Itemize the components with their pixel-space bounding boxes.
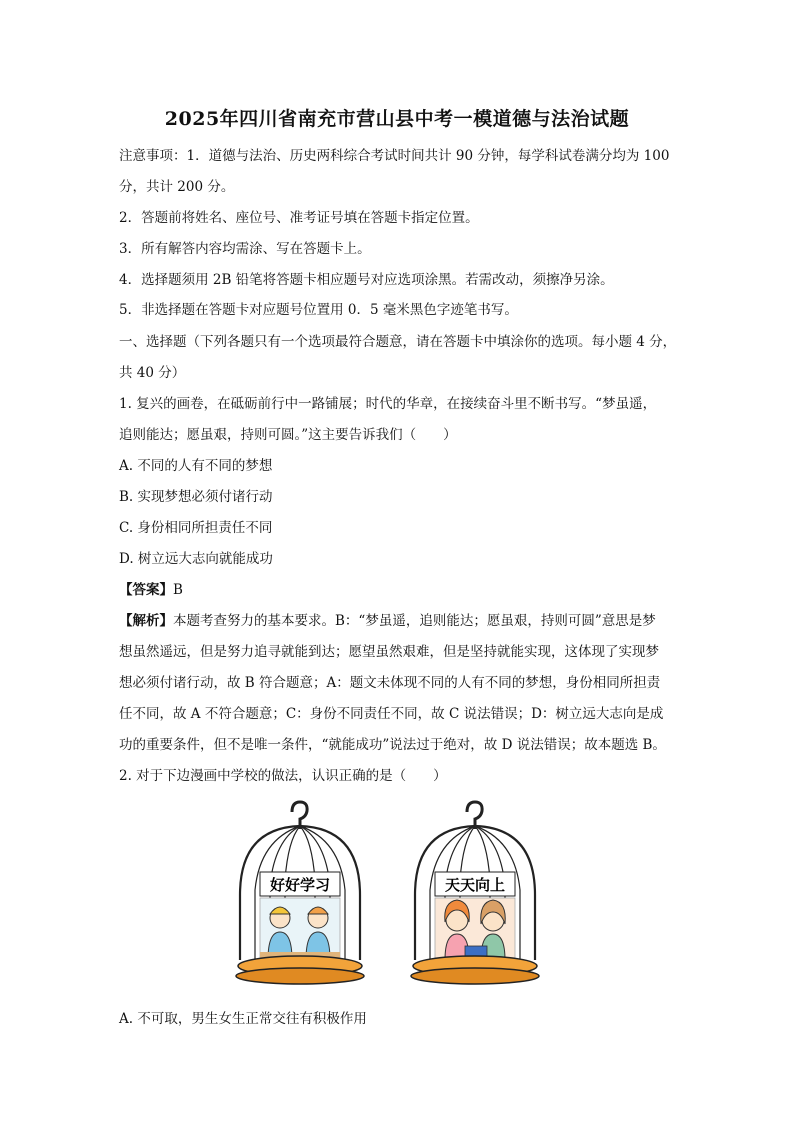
question-1-stem-line-1: 1. 复兴的画卷，在砥砺前行中一路铺展；时代的华章，在接续奋斗里不断书写。“梦虽遥， <box>119 396 657 412</box>
notice-line-4: 3．所有解答内容均需涂、写在答题卡上。 <box>119 241 371 257</box>
notice-line-6: 5．非选择题在答题卡对应题号位置用 0．5 毫米黑色字迹笔书写。 <box>119 302 518 318</box>
question-1-analysis-line-5: 功的重要条件，但不是唯一条件，“就能成功”说法过于绝对，故 D 说法错误；故本题选 B。 <box>119 737 666 753</box>
right-cage <box>411 802 539 984</box>
question-1-option-a: A. 不同的人有不同的梦想 <box>119 458 273 474</box>
question-1-analysis-line-2: 想虽然遥远，但是努力追寻就能到达；愿望虽然艰难，但是坚持就能实现，这体现了实现梦 <box>119 644 659 660</box>
section-heading-line-1: 一、选择题（下列各题只有一个选项最符合题意，请在答题卡中填涂你的选项。每小题 4 分， <box>119 334 677 350</box>
question-1-option-b: B. 实现梦想必须付诸行动 <box>119 489 273 505</box>
question-1-stem-line-2: 追则能达；愿虽艰，持则可圆。”这主要告诉我们（ ） <box>119 427 457 443</box>
notice-line-5: 4．选择题须用 2B 铅笔将答题卡相应题号对应选项涂黑。若需改动，须擦净另涂。 <box>119 272 614 288</box>
question-1-option-d: D. 树立远大志向就能成功 <box>119 551 273 567</box>
answer-value: B <box>173 582 183 598</box>
left-cage <box>236 802 364 984</box>
page-title: 2025年四川省南充市营山县中考一模道德与法治试题 <box>164 108 630 130</box>
section-heading-line-2: 共 40 分） <box>119 365 186 381</box>
notice-line-1: 注意事项：1．道德与法治、历史两科综合考试时间共计 90 分钟，每学科试卷满分均为 100 <box>119 148 670 164</box>
notice-line-3: 2．答题前将姓名、座位号、准考证号填在答题卡指定位置。 <box>119 210 479 226</box>
answer-tag: 【答案】 <box>119 582 173 598</box>
question-1-option-c: C. 身份相同所担责任不同 <box>119 520 273 536</box>
analysis-text: 本题考查努力的基本要求。B：“梦虽遥，追则能达；愿虽艰，持则可圆”意思是梦 <box>173 613 656 629</box>
birdcage-cartoon <box>230 800 560 1000</box>
question-2-stem: 2. 对于下边漫画中学校的做法，认识正确的是（ ） <box>119 768 447 784</box>
question-1-analysis-line-3: 想必须付诸行动，故 B 符合题意；A：题文未体现不同的人有不同的梦想，身份相同所担责 <box>119 675 661 691</box>
right-cage-label: 天天向上 <box>444 876 506 894</box>
left-cage-label: 好好学习 <box>269 876 331 894</box>
question-1-analysis-line-1 <box>119 611 656 631</box>
question-1-answer <box>119 580 183 600</box>
question-1-analysis-line-4: 任不同，故 A 不符合题意；C：身份不同责任不同，故 C 说法错误；D：树立远大志向是成 <box>119 706 664 722</box>
question-2-option-a: A. 不可取，男生女生正常交往有积极作用 <box>119 1011 367 1027</box>
analysis-tag: 【解析】 <box>119 613 173 629</box>
notice-line-2: 分，共计 200 分。 <box>119 179 235 195</box>
